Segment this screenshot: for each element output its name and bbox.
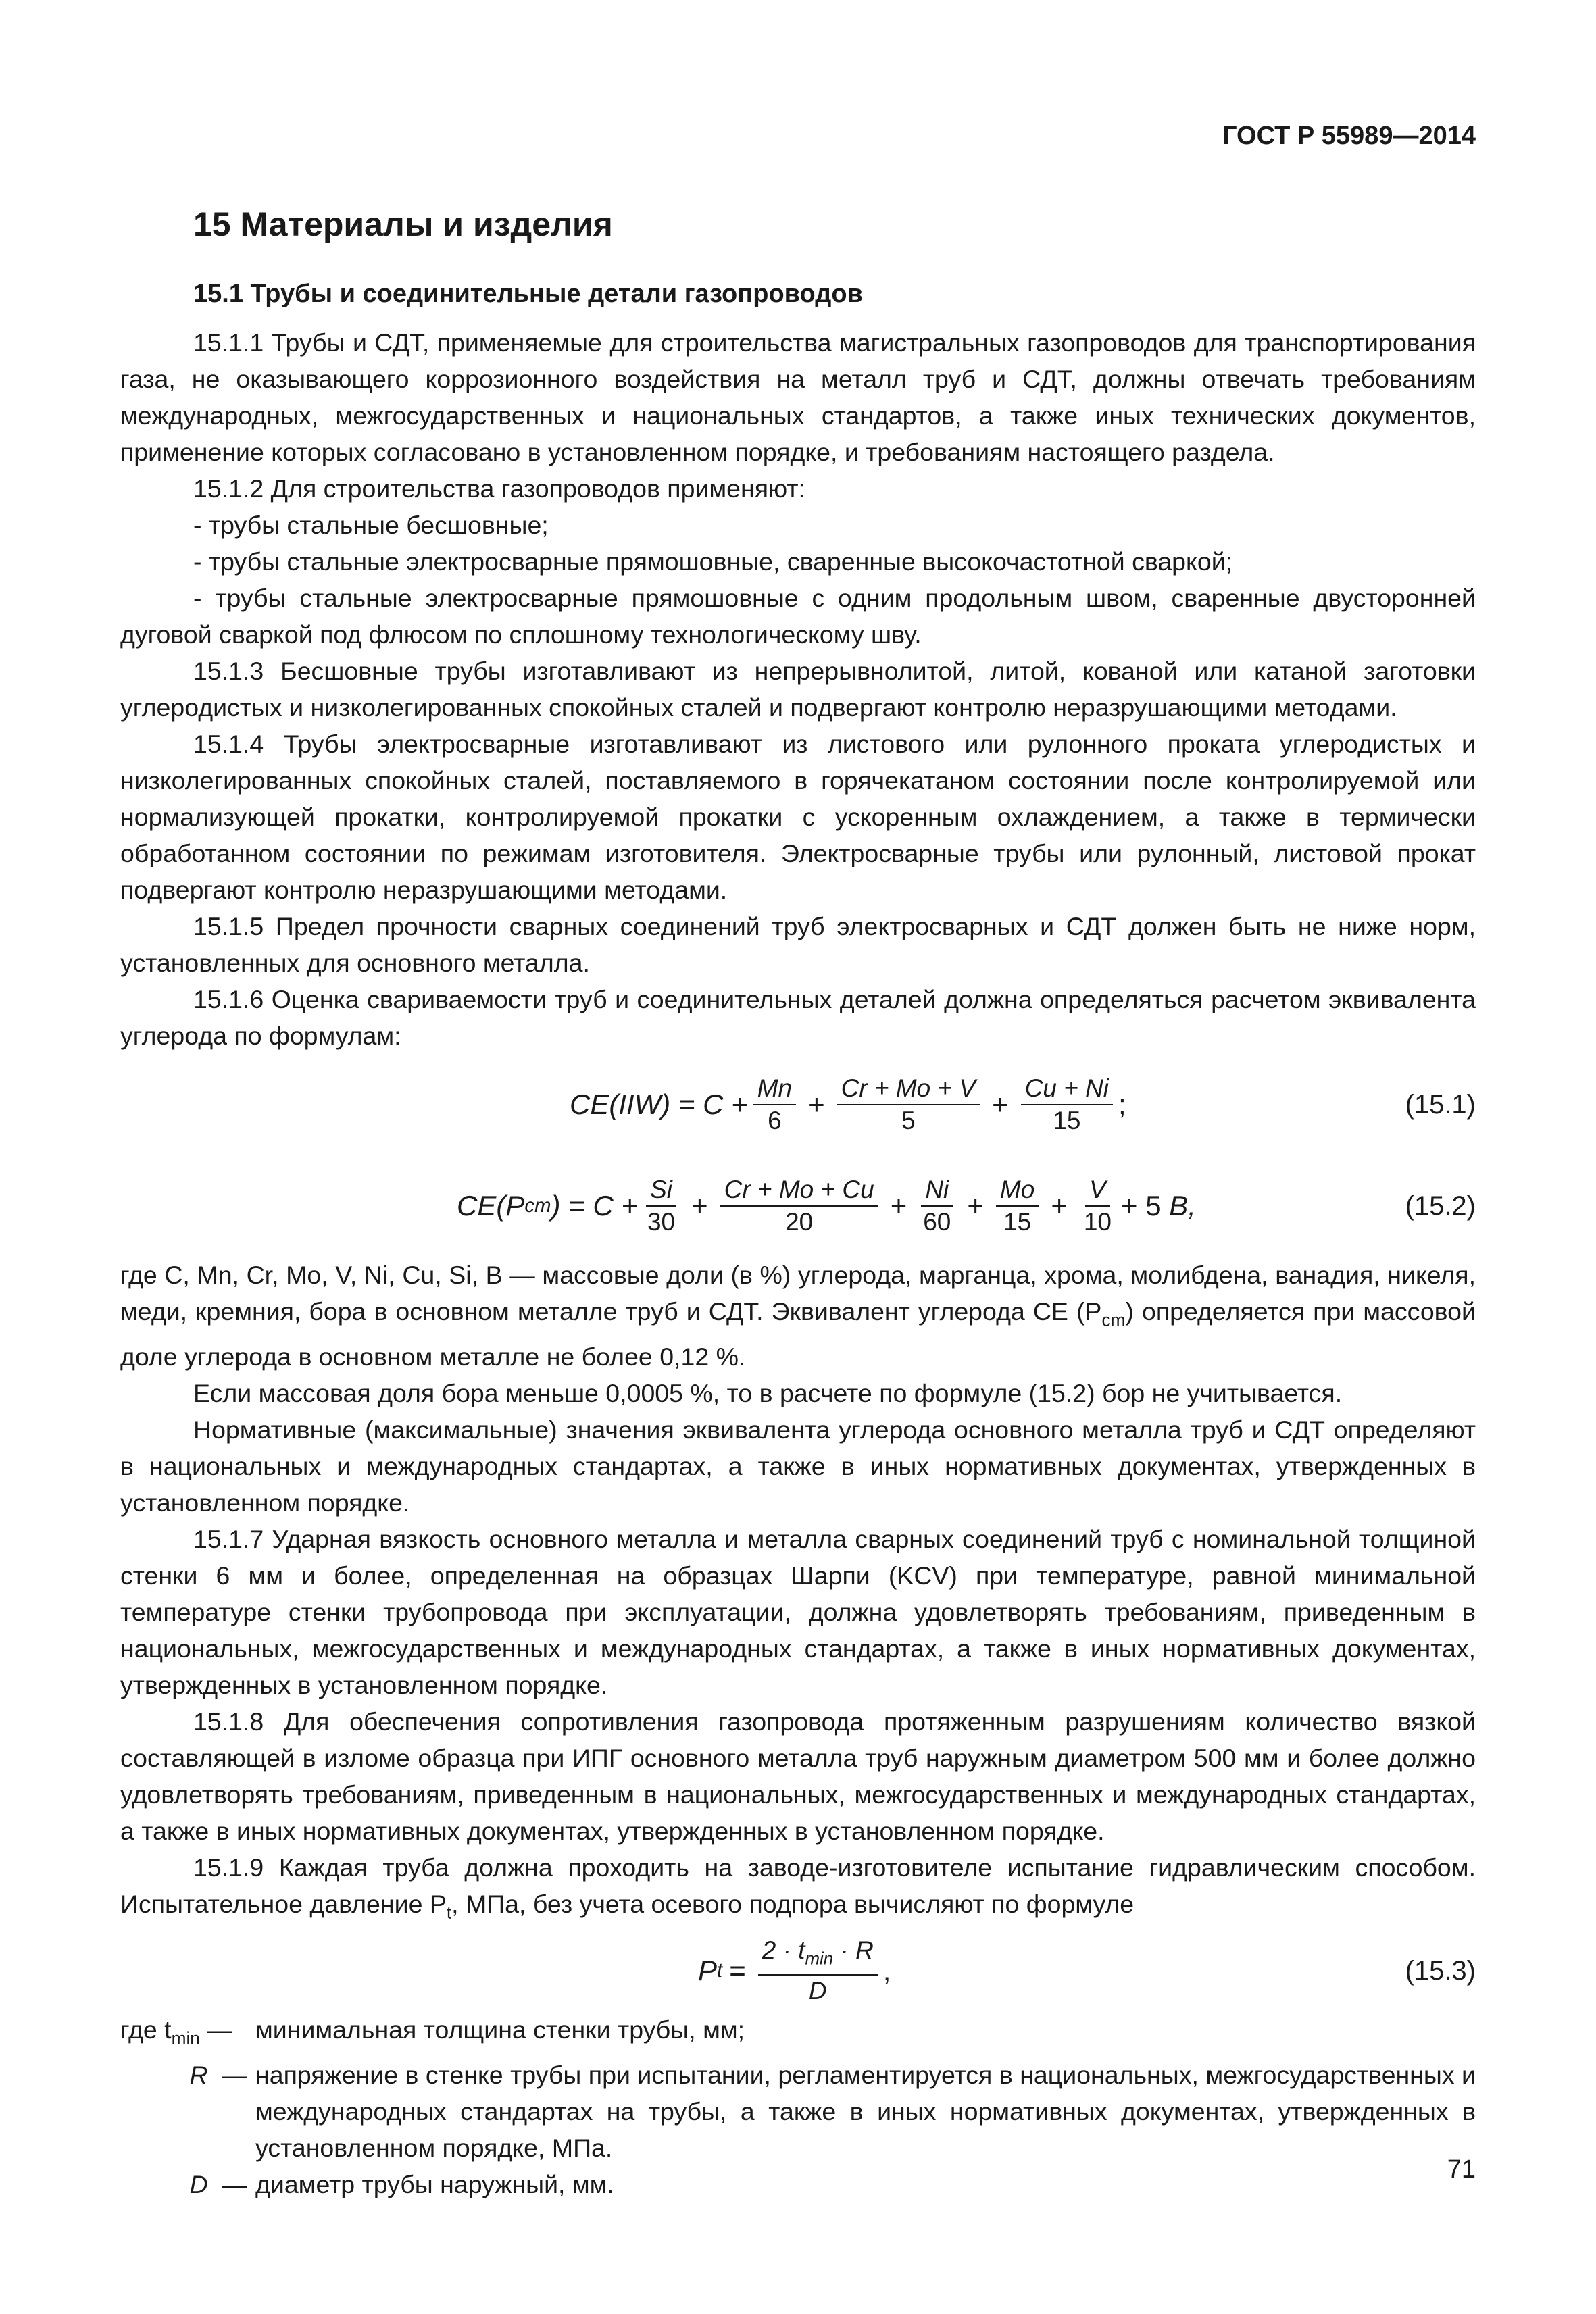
normative-values-note: Нормативные (максимальные) значения эквивалента углерода основного металла труб и СДТ определяют в национальных и международных стандартах, а также в иных нормативных документах, утвержденных в установленном порядке. xyxy=(120,1415,1476,1517)
paragraph-15-1-1: 15.1.1 Трубы и СДТ, применяемые для строительства магистральных газопроводов для транспортирования газа, не оказывающего коррозионного воздействия на металл труб и СДТ, должны отвечать требованиям международных, межгосударственных и национальных стандартов, а также иных технических документов, применение которых согласовано в установленном порядке, и требованиям настоящего раздела. xyxy=(120,328,1476,466)
paragraph-15-1-6: 15.1.6 Оценка свариваемости труб и соединительных деталей должна определяться расчетом эквивалента углерода по формулам: xyxy=(120,985,1476,1050)
subsection-title: 15.1 Трубы и соединительные детали газопроводов xyxy=(193,280,863,308)
formula-15-1-lhs: CE(IIW) = C + xyxy=(570,1088,748,1120)
formula-15-3-expression: P t = $\frac{2 \cdot t_{min} \cdot R}{D}$ , xyxy=(698,1930,891,2011)
paragraph-15-1-8: 15.1.8 Для обеспечения сопротивления газопровода протяженным разрушениям количество вязкой составляющей в изломе образца при ИПГ основного металла труб наружным диаметром 500 мм и более должно удовлетворять требованиям, приведенным в национальных, межгосударственных и международных стандартах, а также в иных нормативных документах, утвержденных в установленном порядке. xyxy=(120,1707,1476,1845)
list-item-saw-welded: - трубы стальные электросварные прямошовные с одним продольным швом, сваренные двусторонней дуговой сваркой под флюсом по сплошному технологическому шву. xyxy=(120,584,1476,649)
fraction-mo: $\frac{Mo}{15}$ xyxy=(996,1174,1039,1238)
page-content xyxy=(120,203,1476,2203)
fraction-ni: $\frac{Ni}{60}$ xyxy=(919,1174,955,1238)
formula-15-2 xyxy=(120,1155,1476,1257)
page-number: 71 xyxy=(1447,2155,1476,2184)
fraction-cr-mo-cu: $\frac{Cr + Mo + Cu}{20}$ xyxy=(720,1174,878,1238)
formula-15-3-number: (15.3) xyxy=(1405,1956,1476,1986)
formula-15-1 xyxy=(120,1054,1476,1155)
fraction-si: $\frac{Si}{30}$ xyxy=(647,1176,676,1236)
formula-variables-legend: где C, Mn, Cr, Mo, V, Ni, Cu, Si, B — массовые доли (в %) углерода, марганца, хрома, молибдена, ванадия, никеля, меди, кремния, бора в основном металле труб и СДТ. Эквивалент углерода CE $(P_{cm})$ определяется при массовой доле углерода в основном металле не более 0,12 %. xyxy=(120,1261,1476,1371)
list-item-seamless: - трубы стальные бесшовные; xyxy=(193,511,549,539)
formula-15-2-expression: CE(P cm ) = C + $\frac{Si}{30}$ + $\frac{Cr + Mo + Cu}{20}$ + $\frac{Ni}{60}$ + $\frac{Mo}{15}$ + $\frac{V}{10}$ + 5 B, xyxy=(457,1155,1196,1257)
legend-row-tmin: где $t_{min}$ — минимальная толщина стенки трубы, мм; xyxy=(120,2015,745,2048)
legend-row-r: R — напряжение в стенке трубы при испытании, регламентируется в национальных, межгосударственных и международных стандартах на трубы, а также в иных нормативных документах, утвержденных в установленном порядке, МПа. xyxy=(189,2060,1476,2162)
paragraph-15-1-3: 15.1.3 Бесшовные трубы изготавливают из непрерывнолитой, литой, кованой или катаной заготовки углеродистых и низколегированных спокойных сталей и подвергают контролю неразрушающими методами. xyxy=(120,657,1476,722)
standard-designation: ГОСТ Р 55989—2014 xyxy=(1222,122,1476,150)
paragraph-15-1-4: 15.1.4 Трубы электросварные изготавливают из листового или рулонного проката углеродистых и низколегированных спокойных сталей, поставляемого в горячекатаном состоянии после контролируемой или нормализующей прокатки, контролируемой прокатки с ускоренным охлаждением, а также в термически обработанном состоянии по режимам изготовителя. Электросварные трубы или рулонный, листовой прокат подвергают контролю неразрушающими методами. xyxy=(120,730,1476,904)
paragraph-15-1-7: 15.1.7 Ударная вязкость основного металла и металла сварных соединений труб с номинальной толщиной стенки 6 мм и более, определенная на образцах Шарпи (KCV) при температуре, равной минимальной температуре стенки трубопровода при эксплуатации, должна удовлетворять требованиям, приведенным в национальных, межгосударственных и международных стандартах, а также в иных нормативных документах, утвержденных в установленном порядке. xyxy=(120,1524,1476,1699)
formula-15-1-number: (15.1) xyxy=(1405,1090,1476,1120)
formula-15-2-number: (15.2) xyxy=(1405,1191,1476,1221)
section-title: 15 Материалы и изделия xyxy=(193,205,613,243)
boron-note: Если массовая доля бора меньше 0,0005 %, то в расчете по формуле (15.2) бор не учитывается. xyxy=(193,1378,1343,1407)
paragraph-15-1-5: 15.1.5 Предел прочности сварных соединений труб электросварных и СДТ должен быть не ниже норм, установленных для основного металла. xyxy=(120,912,1476,977)
paragraph-15-1-9: 15.1.9 Каждая труба должна проходить на заводе-изготовителе испытание гидравлическим способом. Испытательное давление $P_t$, МПа, без учета осевого подпора вычисляют по формуле xyxy=(120,1853,1476,1922)
formula-15-3 xyxy=(120,1930,1476,2011)
fraction-mn: $\frac{Mn}{6}$ xyxy=(753,1073,796,1136)
fraction-cr-mo-v: $\frac{Cr + Mo + V}{5}$ xyxy=(837,1073,980,1136)
paragraph-15-1-2: 15.1.2 Для строительства газопроводов применяют: xyxy=(193,474,805,503)
list-item-hf-welded: - трубы стальные электросварные прямошовные, сваренные высокочастотной сваркой; xyxy=(193,547,1233,576)
fraction-v: $\frac{V}{10}$ xyxy=(1083,1176,1112,1236)
fraction-test-pressure: $\frac{2 \cdot t_{min} \cdot R}{D}$ xyxy=(758,1935,878,2007)
legend-row-d: D — диаметр трубы наружный, мм. xyxy=(189,2169,614,2198)
formula-15-1-expression: CE(IIW) = C + $\frac{Mn}{6}$ + $\frac{Cr + Mo + V}{5}$ + $\frac{Cu + Ni}{15}$ ; xyxy=(570,1054,1126,1155)
fraction-cu-ni: $\frac{Cu + Ni}{15}$ xyxy=(1021,1073,1113,1136)
